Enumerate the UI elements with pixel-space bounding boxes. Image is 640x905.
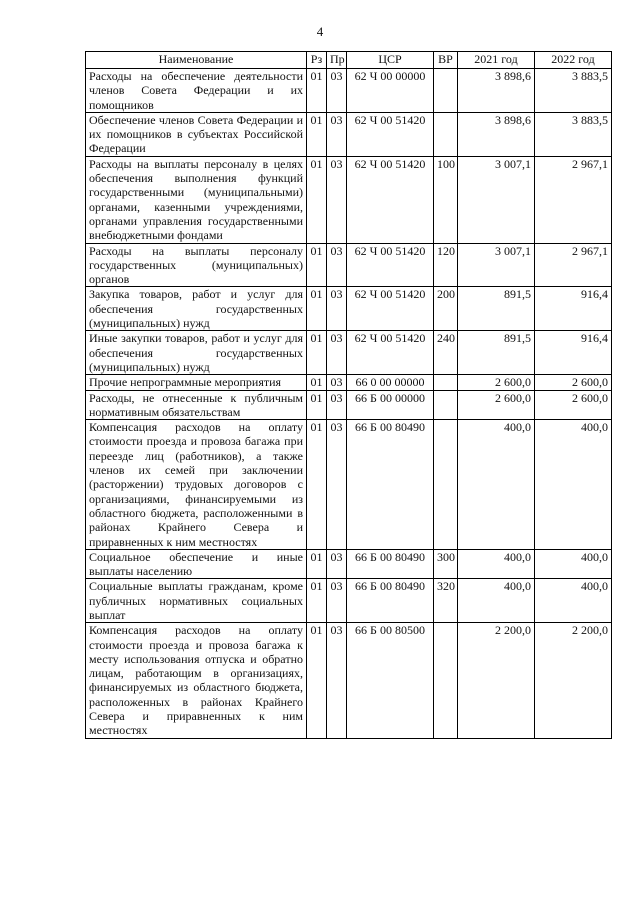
row-name: Расходы, не отнесенные к публичным нормативным обязательствам: [86, 390, 307, 420]
table-header: [86, 52, 612, 69]
row-rz: 01: [307, 579, 327, 623]
header-name: Наименование: [86, 52, 307, 69]
row-2021: 3 007,1: [458, 156, 535, 243]
row-pr: 03: [327, 243, 347, 287]
row-pr: 03: [327, 112, 347, 156]
row-vr: [434, 390, 458, 420]
row-2022: 400,0: [535, 579, 612, 623]
row-2022: 916,4: [535, 331, 612, 375]
row-pr: 03: [327, 623, 347, 738]
header-2022: 2022 год: [535, 52, 612, 69]
table-row: [86, 69, 612, 113]
row-rz: 01: [307, 390, 327, 420]
row-vr: 300: [434, 549, 458, 579]
row-2022: 2 967,1: [535, 156, 612, 243]
row-2022: 400,0: [535, 420, 612, 550]
table-row: [86, 331, 612, 375]
row-2022: 2 200,0: [535, 623, 612, 738]
row-2021: 891,5: [458, 287, 535, 331]
row-rz: 01: [307, 243, 327, 287]
row-2021: 3 007,1: [458, 243, 535, 287]
row-name: Закупка товаров, работ и услуг для обеспечения государственных (муниципальных) нужд: [86, 287, 307, 331]
row-csr: 66 Б 00 00000: [347, 390, 434, 420]
row-rz: 01: [307, 69, 327, 113]
row-csr: 66 Б 00 80490: [347, 579, 434, 623]
table-row: [86, 375, 612, 390]
row-vr: [434, 623, 458, 738]
row-name: Прочие непрограммные мероприятия: [86, 375, 307, 390]
row-name: Социальное обеспечение и иные выплаты населению: [86, 549, 307, 579]
row-name: Расходы на выплаты персоналу государственных (муниципальных) органов: [86, 243, 307, 287]
row-rz: 01: [307, 287, 327, 331]
table-row: [86, 623, 612, 738]
row-name: Компенсация расходов на оплату стоимости проезда и провоза багажа к месту использования отпуска и обратно лицам, работающим в организациях, финансируемых из областного бюджета, расположенных в районах Крайнего Севера и приравненных к ним местностях: [86, 623, 307, 738]
header-row: [86, 52, 612, 69]
row-2022: 2 600,0: [535, 375, 612, 390]
row-2021: 400,0: [458, 579, 535, 623]
row-pr: 03: [327, 156, 347, 243]
row-vr: 200: [434, 287, 458, 331]
row-csr: 62 Ч 00 00000: [347, 69, 434, 113]
table-row: [86, 390, 612, 420]
row-name: Обеспечение членов Совета Федерации и их помощников в субъектах Российской Федерации: [86, 112, 307, 156]
row-rz: 01: [307, 420, 327, 550]
row-rz: 01: [307, 156, 327, 243]
row-2021: 2 600,0: [458, 390, 535, 420]
row-rz: 01: [307, 331, 327, 375]
header-2021: 2021 год: [458, 52, 535, 69]
table-row: [86, 549, 612, 579]
row-pr: 03: [327, 549, 347, 579]
row-vr: 320: [434, 579, 458, 623]
row-rz: 01: [307, 375, 327, 390]
budget-table: [85, 51, 612, 739]
row-2022: 2 967,1: [535, 243, 612, 287]
header-pr: Пр: [327, 52, 347, 69]
table-row: [86, 156, 612, 243]
row-csr: 62 Ч 00 51420: [347, 243, 434, 287]
row-2022: 3 883,5: [535, 112, 612, 156]
row-csr: 66 0 00 00000: [347, 375, 434, 390]
table-row: [86, 287, 612, 331]
page-number: 4: [316, 24, 324, 39]
table-row: [86, 579, 612, 623]
row-2021: 3 898,6: [458, 69, 535, 113]
row-csr: 66 Б 00 80500: [347, 623, 434, 738]
row-csr: 66 Б 00 80490: [347, 549, 434, 579]
row-vr: [434, 420, 458, 550]
row-csr: 62 Ч 00 51420: [347, 287, 434, 331]
row-csr: 62 Ч 00 51420: [347, 112, 434, 156]
header-vr: ВР: [434, 52, 458, 69]
table-row: [86, 243, 612, 287]
row-2022: 916,4: [535, 287, 612, 331]
row-csr: 62 Ч 00 51420: [347, 156, 434, 243]
row-name: Компенсация расходов на оплату стоимости проезда и провоза багажа при переезде лиц (работников), а также членов их семей при заключении (расторжении) трудовых договоров с организациями, финансируемыми из областного бюджета, расположенными в районах Крайнего Севера и приравненных к ним местностях: [86, 420, 307, 550]
row-2022: 400,0: [535, 549, 612, 579]
row-name: Расходы на выплаты персоналу в целях обеспечения выполнения функций государственными (муниципальными) органами, казенными учреждениями, органами управления государственными внебюджетными фондами: [86, 156, 307, 243]
row-name: Социальные выплаты гражданам, кроме публичных нормативных социальных выплат: [86, 579, 307, 623]
row-name: Расходы на обеспечение деятельности членов Совета Федерации и их помощников: [86, 69, 307, 113]
row-2021: 891,5: [458, 331, 535, 375]
row-pr: 03: [327, 375, 347, 390]
header-csr: ЦСР: [347, 52, 434, 69]
row-pr: 03: [327, 331, 347, 375]
row-csr: 66 Б 00 80490: [347, 420, 434, 550]
row-vr: [434, 69, 458, 113]
row-rz: 01: [307, 112, 327, 156]
row-2021: 2 200,0: [458, 623, 535, 738]
row-vr: [434, 112, 458, 156]
row-2022: 2 600,0: [535, 390, 612, 420]
row-vr: [434, 375, 458, 390]
row-pr: 03: [327, 420, 347, 550]
row-2021: 3 898,6: [458, 112, 535, 156]
table-row: [86, 420, 612, 550]
row-pr: 03: [327, 69, 347, 113]
row-pr: 03: [327, 390, 347, 420]
row-csr: 62 Ч 00 51420: [347, 331, 434, 375]
table-body: [86, 69, 612, 739]
row-2021: 2 600,0: [458, 375, 535, 390]
row-vr: 100: [434, 156, 458, 243]
table-row: [86, 112, 612, 156]
row-2021: 400,0: [458, 420, 535, 550]
row-name: Иные закупки товаров, работ и услуг для обеспечения государственных (муниципальных) нужд: [86, 331, 307, 375]
row-2021: 400,0: [458, 549, 535, 579]
row-vr: 240: [434, 331, 458, 375]
row-rz: 01: [307, 623, 327, 738]
row-rz: 01: [307, 549, 327, 579]
row-pr: 03: [327, 287, 347, 331]
header-rz: Рз: [307, 52, 327, 69]
row-2022: 3 883,5: [535, 69, 612, 113]
row-pr: 03: [327, 579, 347, 623]
row-vr: 120: [434, 243, 458, 287]
